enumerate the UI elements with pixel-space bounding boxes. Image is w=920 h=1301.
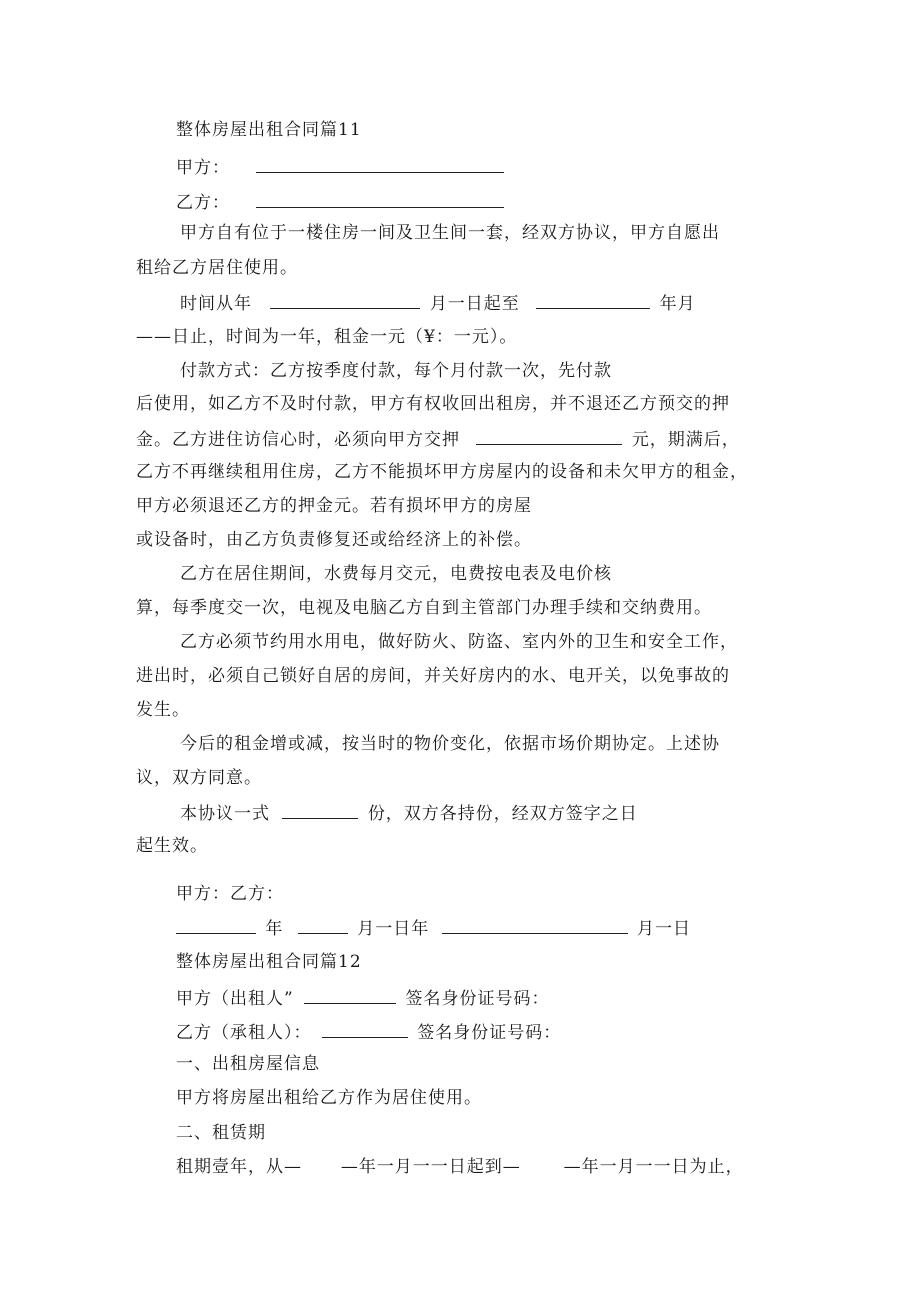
section-1-heading: 一、出租房屋信息 — [176, 1054, 320, 1074]
party-b-blank — [256, 191, 504, 208]
date-end-label: 月一日 — [637, 919, 692, 939]
copies-label: 本协议一式 — [180, 804, 270, 824]
paragraph-5-line-1: 乙方必须节约用水用电，做好防火、防盗、室内外的卫生和安全工作， — [180, 632, 738, 652]
paragraph-7-line-2: 起生效。 — [136, 836, 208, 856]
lessee-id-label: 签名身份证号码： — [417, 1023, 562, 1043]
term-start-blank — [270, 292, 420, 309]
section-2-heading: 二、租赁期 — [176, 1123, 266, 1143]
date-year-blank — [176, 917, 256, 934]
paragraph-1-line-1: 甲方自有位于一楼住房一间及卫生间一套，经双方协议，甲方自愿出 — [180, 223, 720, 243]
term-to-label: 月一日起至 — [429, 294, 520, 314]
term-year-month-label: 年月 — [659, 294, 696, 314]
paragraph-3-line-1: 付款方式：乙方按季度付款，每个月付款一次，先付款 — [180, 361, 612, 381]
section-2-text — [176, 1157, 744, 1177]
paragraph-4-line-2: 算，每季度交一次，电视及电脑乙方自到主管部门办理手续和交纳费用。 — [136, 598, 712, 618]
paragraph-2-line-1 — [180, 292, 696, 314]
paragraph-1-line-2: 租给乙方居住使用。 — [136, 258, 298, 278]
date-line — [176, 917, 691, 939]
lessor-id-label: 签名身份证号码： — [405, 989, 550, 1009]
paragraph-3-line-6: 或设备时，由乙方负责修复还或给经济上的补偿。 — [136, 530, 532, 550]
copies-rest-label: 份，双方各持份，经双方签字之日 — [367, 804, 638, 824]
lessee-label: 乙方（承租人）： — [176, 1023, 312, 1043]
deposit-blank — [476, 428, 622, 445]
signature-line: 甲方：乙方： — [176, 884, 284, 904]
paragraph-4-line-1: 乙方在居住期间，水费每月交元，电费按电表及电价核 — [180, 564, 612, 584]
date-month-blank — [298, 917, 348, 934]
lessor-blank — [304, 987, 396, 1004]
section-1-text: 甲方将房屋出租给乙方作为居住使用。 — [176, 1088, 482, 1108]
lessor-line — [176, 987, 550, 1009]
lessor-label: 甲方（出租人” — [176, 989, 294, 1009]
contract-11-title: 整体房屋出租合同篇11 — [176, 120, 362, 140]
paragraph-6-line-1: 今后的租金增或减，按当时的物价变化，依据市场价期协定。上述协 — [180, 734, 720, 754]
party-b-label: 乙方： — [176, 193, 230, 213]
paragraph-3-line-2: 后使用，如乙方不及时付款，甲方有权收回出租房，并不退还乙方预交的押 — [136, 394, 730, 414]
party-b-line — [176, 191, 507, 213]
paragraph-5-line-3: 发生。 — [136, 700, 190, 720]
paragraph-2-line-2: ——日止，时间为一年，租金一元（¥：一元）。 — [136, 327, 518, 347]
lessee-blank — [322, 1021, 408, 1038]
date-mid-label: 月一日年 — [357, 919, 430, 939]
deposit-label: 金。乙方进住访信心时，必须向甲方交押 — [136, 430, 460, 450]
paragraph-6-line-2: 议，双方同意。 — [136, 768, 262, 788]
lease-term-from: 租期壹年，从— — [176, 1157, 302, 1177]
date-second-blank — [442, 917, 628, 934]
lessee-line — [176, 1021, 561, 1043]
party-a-label: 甲方： — [176, 158, 230, 178]
term-from-label: 时间从年 — [180, 294, 252, 314]
paragraph-3-line-3 — [136, 428, 740, 450]
paragraph-5-line-2: 进出时，必须自己锁好自居的房间，并关好房内的水、电开关，以免事故的 — [136, 666, 730, 686]
party-a-blank — [256, 156, 504, 173]
date-year-label: 年 — [265, 919, 284, 939]
contract-12-title: 整体房屋出租合同篇12 — [176, 952, 362, 972]
party-a-line — [176, 156, 507, 178]
paragraph-3-line-4: 乙方不再继续租用住房，乙方不能损坏甲方房屋内的设备和未欠甲方的租金， — [136, 462, 748, 482]
lease-term-end: —年一月一一日为止， — [563, 1157, 744, 1177]
term-end-blank — [536, 292, 650, 309]
lease-term-to: —年一月一一日起到— — [340, 1157, 521, 1177]
deposit-unit-label: 元，期满后， — [631, 430, 740, 450]
copies-blank — [282, 802, 358, 819]
paragraph-3-line-5: 甲方必须退还乙方的押金元。若有损坏甲方的房屋 — [136, 496, 532, 516]
paragraph-7-line-1 — [180, 802, 638, 824]
